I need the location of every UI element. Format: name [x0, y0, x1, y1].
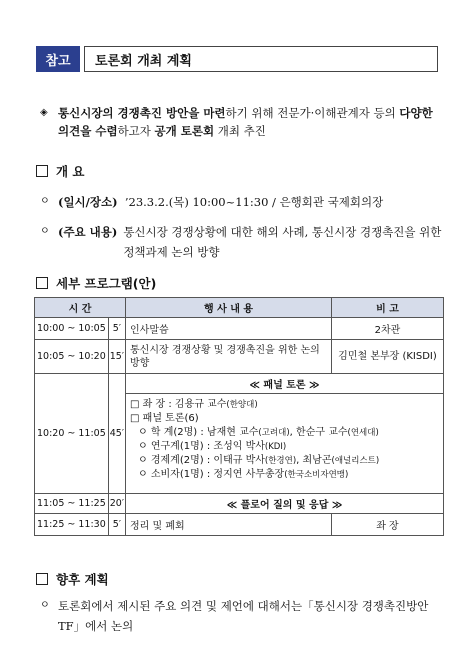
table-row: [35, 340, 444, 374]
note-cell: 좌 장: [331, 514, 443, 536]
panel-details-cell: [126, 394, 444, 494]
purpose-text-run: 하기 위해 전문가·이해관계자 등의: [225, 106, 400, 120]
content-cell: 정리 및 폐회: [126, 514, 332, 536]
panel-role: 경제계(2명) :: [150, 455, 214, 466]
qa-title-cell: ≪ 플로어 질의 및 응답 ≫: [126, 494, 444, 514]
purpose-text-run: 개최 추진: [214, 124, 266, 138]
chair-line: [130, 398, 439, 412]
circle-bullet-icon: ㅇ: [40, 600, 50, 611]
panel-member-name: , 한순구 교수: [289, 427, 348, 438]
panel-role: 소비자(1명) :: [150, 469, 214, 480]
purpose-text-run: 통신시장의 경쟁촉진 방안을 마련: [58, 106, 226, 120]
panel-list: [130, 426, 439, 482]
purpose-text-run: 하고자: [117, 124, 155, 138]
purpose-text-run: 공개 토론회: [154, 124, 215, 138]
purpose-text-run: 다양한 의견을 수렴: [58, 106, 433, 138]
circle-bullet-icon: ㅇ: [40, 226, 50, 237]
overview-item-datetime: [40, 192, 440, 212]
table-row: [35, 374, 444, 394]
program-table: [34, 297, 444, 536]
panel-affiliation: (KDI): [264, 442, 287, 452]
diamond-marker-icon: ◈: [40, 107, 48, 118]
content-cell: 인사말씀: [126, 318, 332, 340]
chair-text: 좌 장 : 김용규 교수: [142, 399, 227, 410]
panel-member-line: [130, 440, 439, 454]
circle-bullet-icon: ㅇ: [138, 455, 151, 466]
checkbox-square-icon: [36, 277, 48, 289]
duration-cell: 45′: [108, 374, 125, 494]
checkbox-square-icon: [36, 165, 48, 177]
panel-affiliation: (애널리스트): [331, 456, 380, 466]
checkbox-square-icon: [36, 573, 48, 585]
overview-label: (일시/장소): [58, 195, 118, 209]
circle-bullet-icon: ㅇ: [138, 427, 151, 438]
plan-item: [40, 596, 445, 636]
time-cell: 10:00 ~ 10:05: [35, 318, 109, 340]
plan-text: 토론회에서 제시된 주요 의견 및 제언에 대해서는「통신시장 경쟁촉진방안 TF」에서 논의: [58, 599, 429, 633]
panel-member-name: 정지연 사무총장: [213, 469, 285, 480]
page-title: 토론회 개최 계획: [84, 46, 438, 72]
table-row: [35, 494, 444, 514]
panel-affiliation: (한경연): [264, 456, 297, 466]
panel-member-name: , 최남곤: [296, 455, 332, 466]
overview-text: ’23.3.2.(목) 10:00~11:30 / 은행회관 국제회의장: [124, 195, 384, 209]
section-title: 세부 프로그램(안): [56, 276, 157, 291]
overview-item-content: [40, 222, 445, 262]
section-plan-heading: [36, 570, 109, 588]
time-cell: 10:05 ~ 10:20: [35, 340, 109, 374]
header-note: 비 고: [331, 298, 443, 318]
panel-member-line: [130, 454, 439, 468]
time-cell: 10:20 ~ 11:05: [35, 374, 109, 494]
panel-head-line: [130, 412, 439, 426]
section-title: 향후 계획: [56, 572, 109, 587]
panel-affiliation: (한국소비자연맹): [284, 470, 349, 480]
panel-member-name: 남재현 교수: [206, 427, 259, 438]
section-overview-heading: [36, 162, 85, 180]
circle-bullet-icon: ㅇ: [138, 469, 151, 480]
panel-title-cell: ≪ 패널 토론 ≫: [126, 374, 444, 394]
panel-affiliation: (연세대): [347, 428, 379, 438]
overview-label: (주요 내용): [58, 225, 118, 239]
panel-member-name: 조성익 박사: [213, 441, 265, 452]
page-header: [36, 46, 438, 72]
purpose-paragraph: [40, 104, 440, 140]
duration-cell: 20′: [108, 494, 125, 514]
duration-cell: 5′: [108, 318, 125, 340]
panel-member-line: [130, 426, 439, 440]
table-row: [35, 318, 444, 340]
reference-badge: 참고: [36, 46, 80, 72]
panel-affiliation: (고려대): [258, 428, 290, 438]
panel-head-text: 패널 토론(6): [142, 413, 199, 424]
panel-member-line: [130, 468, 439, 482]
note-cell: 김민철 본부장 (KISDI): [331, 340, 443, 374]
chair-affiliation: (한양대): [226, 400, 258, 410]
circle-bullet-icon: ㅇ: [138, 441, 151, 452]
purpose-text: [40, 104, 440, 140]
square-bullet-icon: □: [130, 413, 140, 424]
circle-bullet-icon: ㅇ: [40, 196, 50, 207]
content-cell: 통신시장 경쟁상황 및 경쟁촉진을 위한 논의 방향: [126, 340, 332, 374]
section-program-heading: [36, 274, 156, 292]
time-cell: 11:25 ~ 11:30: [35, 514, 109, 536]
square-bullet-icon: □: [130, 399, 140, 410]
section-title: 개 요: [56, 164, 85, 179]
panel-role: 학 계(2명) :: [150, 427, 207, 438]
header-content: 행 사 내 용: [126, 298, 332, 318]
time-cell: 11:05 ~ 11:25: [35, 494, 109, 514]
panel-role: 연구계(1명) :: [150, 441, 214, 452]
duration-cell: 5′: [108, 514, 125, 536]
overview-text: 통신시장 경쟁상황에 대한 해외 사례, 통신시장 경쟁촉진을 위한 정책과제 논의 방향: [123, 225, 442, 259]
panel-member-name: 이태규 박사: [213, 455, 265, 466]
duration-cell: 15′: [108, 340, 125, 374]
note-cell: 2차관: [331, 318, 443, 340]
table-row: [35, 514, 444, 536]
header-time: 시 간: [35, 298, 126, 318]
